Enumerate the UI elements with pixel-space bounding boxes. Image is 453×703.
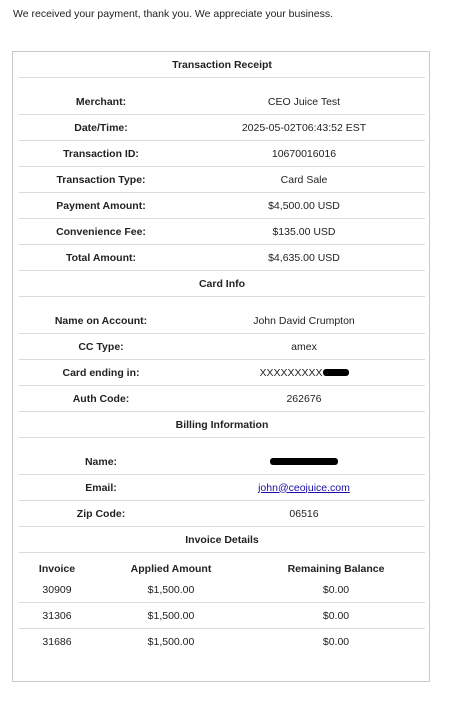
applied-amount-header: Applied Amount [130,563,212,575]
auth-code-value: 262676 [286,392,322,405]
invoice-number: 31686 [42,635,72,648]
cc-type-value: amex [291,340,317,353]
name-on-account-row [19,308,425,334]
billing-email-label: Email: [85,481,117,494]
applied-amount: $1,500.00 [147,583,195,596]
card-digits-redaction [323,369,349,376]
transaction-type-row [19,167,425,193]
merchant-value: CEO Juice Test [267,95,341,108]
total-amount-value: $4,635.00 USD [268,251,340,264]
receipt-title: Transaction Receipt [19,53,425,78]
remaining-balance-header: Remaining Balance [287,563,385,575]
card-ending-value-wrap [183,367,425,379]
remaining-balance: $0.00 [322,583,350,596]
billing-email-link[interactable]: john@ceojuice.com [258,481,350,494]
merchant-row [19,89,425,115]
invoice-header: Invoice [38,563,76,575]
intro-message: We received your payment, thank you. We appreciate your business. [13,8,334,20]
payment-amount-row [19,193,425,219]
invoice-row [19,629,425,654]
merchant-label: Merchant: [75,95,127,108]
total-amount-row [19,245,425,271]
invoice-row [19,603,425,629]
applied-amount: $1,500.00 [147,635,195,648]
payment-amount-value: $4,500.00 USD [268,199,340,212]
name-on-account-label: Name on Account: [54,314,148,327]
auth-code-label: Auth Code: [72,392,130,405]
receipt-panel [12,51,430,682]
convenience-fee-value: $135.00 USD [272,225,336,238]
receipt-content [19,52,425,654]
transaction-id-label: Transaction ID: [63,147,139,160]
billing-email-row [19,475,425,501]
total-amount-label: Total Amount: [66,251,136,264]
transaction-id-value: 10670016016 [271,147,337,160]
convenience-fee-row [19,219,425,245]
billing-zip-row [19,501,425,527]
remaining-balance: $0.00 [322,635,350,648]
cc-type-label: CC Type: [78,340,124,353]
remaining-balance: $0.00 [322,609,350,622]
invoice-row [19,577,425,603]
auth-code-row [19,386,425,412]
card-ending-label: Card ending in: [62,366,140,379]
datetime-label: Date/Time: [74,121,128,134]
transaction-type-value: Card Sale [280,173,328,186]
invoice-number: 30909 [42,583,72,596]
invoice-details-title: Invoice Details [19,528,425,553]
billing-email-cell [183,482,425,494]
payment-amount-label: Payment Amount: [56,199,146,212]
transaction-type-label: Transaction Type: [56,173,146,186]
convenience-fee-label: Convenience Fee: [56,225,146,238]
card-ending-row [19,360,425,386]
billing-name-label: Name: [84,455,118,468]
billing-name-value [183,456,425,468]
name-on-account-value: John David Crumpton [253,314,355,327]
billing-zip-label: Zip Code: [76,507,126,520]
billing-title: Billing Information [19,413,425,438]
datetime-value: 2025-05-02T06:43:52 EST [241,121,367,134]
transaction-id-row [19,141,425,167]
card-info-title: Card Info [19,272,425,297]
billing-zip-value: 06516 [289,507,319,520]
card-ending-value: XXXXXXXXX [259,366,323,379]
invoice-number: 31306 [42,609,72,622]
invoice-header-row [19,553,425,577]
cc-type-row [19,334,425,360]
datetime-row [19,115,425,141]
billing-name-row [19,449,425,475]
billing-name-redaction [270,458,338,465]
applied-amount: $1,500.00 [147,609,195,622]
